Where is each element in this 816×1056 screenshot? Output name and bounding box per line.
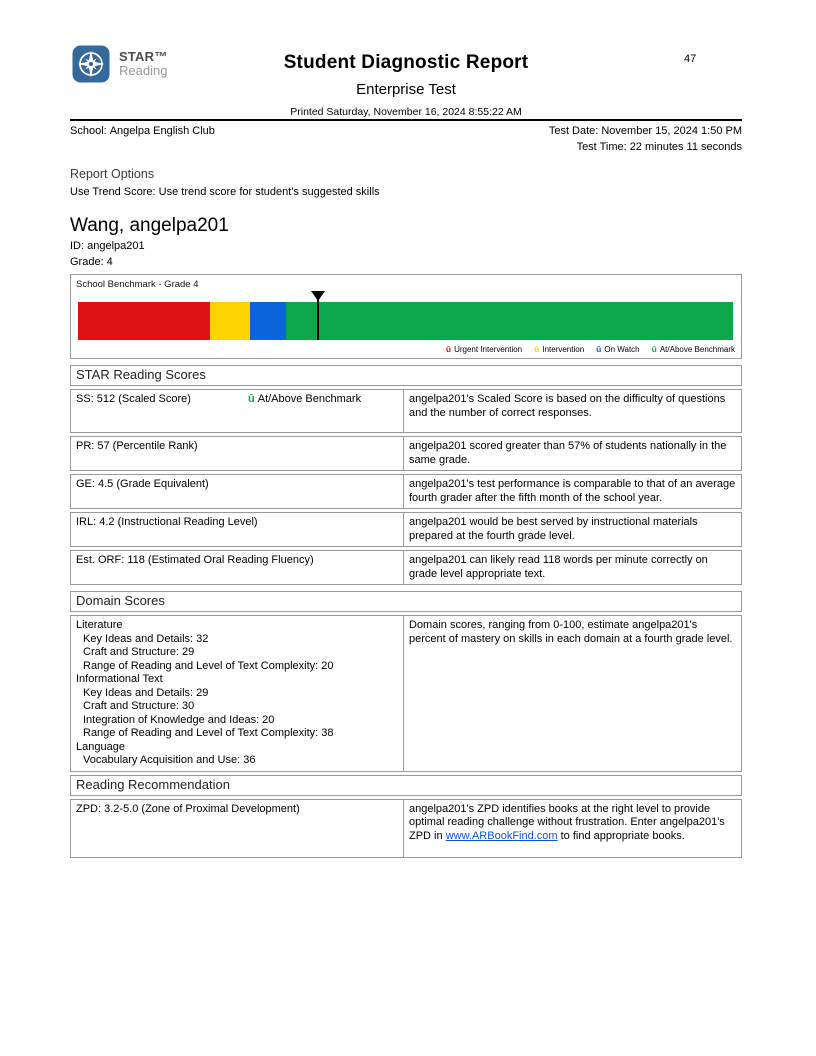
test-time-field [577, 141, 742, 154]
segment-intervention [210, 302, 251, 340]
arrow-glyph-icon: û [445, 344, 452, 354]
score-desc-cell: angelpa201 would be best served by instructional materials prepared at the fourth grade level. [403, 513, 741, 546]
arrow-glyph-icon: û [534, 344, 540, 354]
test-date-label: Test Date: [548, 125, 599, 137]
page-number: 47 [684, 53, 697, 65]
badge-label: At/Above Benchmark [257, 393, 362, 405]
benchmark-status-badge [248, 393, 361, 407]
trend-score-option: Use Trend Score: Use trend score for student's suggested skills [70, 186, 380, 198]
domain-desc-cell: Domain scores, ranging from 0-100, estimate angelpa201's percent of mastery on skills in each domain at a fourth grade level. [403, 616, 741, 771]
score-desc-cell: angelpa201's test performance is comparable to that of an average fourth grader after the fifth month of the school year. [403, 475, 741, 508]
logo-product: Reading [119, 63, 168, 78]
marker-line [317, 293, 319, 340]
test-time-label: Test Time: [576, 141, 627, 153]
domain-skill: Key Ideas and Details: 29 [83, 686, 209, 699]
score-row-ge [70, 474, 742, 509]
score-label-cell: IRL: 4.2 (Instructional Reading Level) [76, 516, 258, 528]
domain-skill: Key Ideas and Details: 32 [83, 632, 209, 645]
legend-label: On Watch [604, 345, 640, 354]
title-block [70, 49, 742, 118]
score-desc-cell: angelpa201 scored greater than 57% of students nationally in the same grade. [403, 437, 741, 470]
test-time-value: 22 minutes 11 seconds [629, 141, 742, 153]
test-date-value: November 15, 2024 1:50 PM [601, 125, 742, 137]
domain-skill: Vocabulary Acquisition and Use: 36 [83, 754, 256, 766]
score-row-orf [70, 550, 742, 585]
benchmark-bar [78, 302, 733, 340]
report-content [70, 119, 742, 858]
legend-label: Urgent Intervention [454, 345, 523, 354]
student-grade: Grade: 4 [70, 256, 113, 268]
header-rule [70, 119, 742, 121]
student-name: Wang, angelpa201 [70, 215, 229, 236]
school-label: School: [70, 125, 107, 137]
report-options-title: Report Options [70, 167, 155, 181]
benchmark-legend [446, 344, 735, 354]
domain-group-name: Informational Text [76, 673, 163, 685]
domain-group-name: Language [76, 740, 125, 753]
domain-skill: Range of Reading and Level of Text Complexity: 20 [83, 659, 334, 672]
score-row-ss [70, 389, 742, 433]
legend-label: At/Above Benchmark [659, 345, 735, 354]
score-label-cell: PR: 57 (Percentile Rank) [76, 440, 198, 452]
domain-group-name: Literature [76, 619, 123, 631]
domain-skill: Integration of Knowledge and Ideas: 20 [83, 713, 275, 726]
report-title: Student Diagnostic Report [283, 52, 529, 73]
segment-on-watch [250, 302, 285, 340]
printed-timestamp: Printed Saturday, November 16, 2024 8:55:22 AM [290, 106, 522, 118]
arrow-glyph-icon: û [596, 344, 602, 354]
segment-at-above-benchmark [286, 302, 733, 340]
zpd-label-cell: ZPD: 3.2-5.0 (Zone of Proximal Development) [76, 802, 300, 815]
arrow-glyph-icon: û [248, 393, 255, 405]
zpd-desc-before: angelpa201's ZPD identifies books at the right level to provide optimal reading challenge without frustration. Enter angelpa201's ZPD in [409, 802, 725, 842]
domain-list-cell [71, 616, 403, 771]
score-label-cell: Est. ORF: 118 (Estimated Oral Reading Fluency) [76, 554, 314, 566]
segment-urgent-intervention [78, 302, 210, 340]
score-row-irl [70, 512, 742, 547]
score-desc-cell: angelpa201 can likely read 118 words per minute correctly on grade level appropriate text. [403, 551, 741, 584]
legend-label: Intervention [542, 345, 585, 354]
score-label-cell: GE: 4.5 (Grade Equivalent) [76, 478, 209, 490]
arbookfind-link[interactable]: www.ARBookFind.com [445, 829, 558, 842]
legend-on-watch [596, 344, 639, 354]
zpd-row [70, 799, 742, 858]
domain-skill: Range of Reading and Level of Text Complexity: 38 [83, 727, 334, 739]
school-field [70, 125, 215, 138]
arrow-glyph-icon: û [651, 344, 657, 354]
school-value: Angelpa English Club [109, 125, 215, 137]
benchmark-panel [70, 274, 742, 359]
report-subtitle: Enterprise Test [356, 81, 456, 98]
section-star-reading-scores: STAR Reading Scores [70, 365, 742, 386]
benchmark-label: School Benchmark - Grade 4 [76, 279, 199, 290]
legend-intervention [534, 344, 584, 354]
logo-brand: STAR™ [119, 49, 168, 64]
section-domain-scores: Domain Scores [70, 591, 742, 612]
score-desc-cell: angelpa201's Scaled Score is based on the difficulty of questions and the number of correct responses. [403, 390, 741, 432]
zpd-desc-after: to find appropriate books. [557, 829, 685, 842]
school-test-row [70, 125, 742, 138]
score-row-pr [70, 436, 742, 471]
test-date-field [549, 125, 742, 138]
legend-at-above-benchmark [652, 344, 735, 354]
legend-urgent-intervention [446, 344, 522, 354]
score-label-cell [71, 390, 403, 432]
zpd-desc-cell [403, 800, 741, 857]
student-id: ID: angelpa201 [70, 240, 145, 252]
section-reading-recommendation: Reading Recommendation [70, 775, 742, 796]
test-time-row [70, 141, 742, 154]
domain-scores-row [70, 615, 742, 772]
score-label: SS: 512 (Scaled Score) [76, 393, 191, 405]
domain-skill: Craft and Structure: 30 [83, 700, 195, 712]
domain-skill: Craft and Structure: 29 [83, 646, 195, 658]
